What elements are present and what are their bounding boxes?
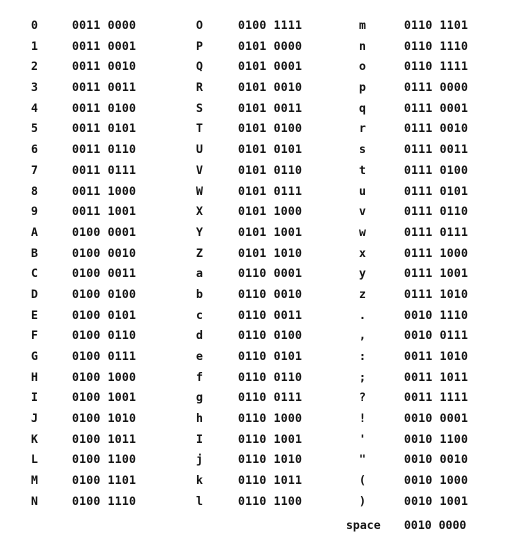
character-label: e: [196, 349, 204, 363]
character-label: 9: [31, 204, 39, 219]
binary-code: 0100 0100: [72, 286, 137, 301]
binary-code: 0110 1100: [238, 493, 303, 508]
binary-code: 0101 0011: [238, 100, 303, 115]
binary-code: 0111 0101: [404, 183, 469, 198]
character-label: g: [196, 390, 204, 405]
binary-code: 0011 0010: [72, 59, 137, 74]
binary-code: 0100 0001: [72, 224, 137, 239]
character-label: z: [359, 286, 367, 301]
binary-code: 0011 0101: [72, 121, 137, 136]
binary-code: 0100 1011: [72, 431, 137, 446]
binary-code: 0110 1010: [238, 452, 303, 467]
character-label: U: [196, 142, 204, 157]
binary-code: 0011 0100: [72, 100, 137, 115]
character-label: a: [196, 266, 204, 281]
binary-code: 0101 1000: [238, 204, 303, 219]
binary-code: 0111 1001: [404, 266, 469, 281]
character-label: A: [31, 224, 39, 239]
binary-code: 0110 0101: [238, 349, 303, 363]
binary-code: 0010 0001: [404, 411, 469, 426]
character-label: ): [359, 493, 367, 508]
character-label: 8: [31, 183, 39, 198]
binary-code: 0110 0100: [238, 328, 303, 343]
binary-code: 0011 1001: [72, 204, 137, 219]
character-label: 2: [31, 59, 39, 74]
binary-code: 0110 0010: [238, 286, 303, 301]
character-label: k: [196, 473, 204, 488]
binary-code: 0101 0100: [238, 121, 303, 136]
binary-code: 0011 1011: [404, 369, 469, 384]
binary-code: 0100 1111: [238, 18, 303, 32]
binary-code: 0100 1010: [72, 411, 137, 426]
binary-code: 0100 1001: [72, 390, 137, 405]
binary-code: 0100 0111: [72, 349, 137, 363]
character-label: ': [359, 431, 367, 446]
character-label: L: [31, 452, 39, 467]
binary-code: 0110 1111: [404, 59, 469, 74]
character-label: C: [31, 266, 39, 281]
character-label: I: [196, 431, 204, 446]
character-label: Q: [196, 59, 204, 74]
character-label: G: [31, 349, 39, 363]
character-label: j: [196, 452, 204, 467]
binary-code: 0010 0010: [404, 452, 469, 467]
character-label: m: [359, 18, 367, 32]
binary-code: 0101 0001: [238, 59, 303, 74]
binary-code: 0011 0111: [72, 162, 137, 177]
character-label: S: [196, 100, 204, 115]
binary-code: 0111 0100: [404, 162, 469, 177]
binary-code: 0101 0010: [238, 80, 303, 95]
character-label: F: [31, 328, 39, 343]
character-label: h: [196, 411, 204, 426]
character-label: (: [359, 473, 367, 488]
character-label: J: [31, 411, 39, 426]
binary-code: 0100 0011: [72, 266, 137, 281]
character-label: o: [359, 59, 367, 74]
binary-code: 0111 0000: [404, 80, 469, 95]
binary-code: 0100 1110: [72, 493, 137, 508]
binary-code: 0111 0111: [404, 224, 469, 239]
character-label: M: [31, 473, 39, 488]
character-label: ,: [359, 328, 367, 343]
character-label: Z: [196, 245, 204, 260]
binary-code: 0111 0010: [404, 121, 469, 136]
binary-code: 0010 1100: [404, 431, 469, 446]
binary-code: 0101 1001: [238, 224, 303, 239]
character-label: 1: [31, 38, 39, 53]
character-label: d: [196, 328, 204, 343]
character-label: u: [359, 183, 367, 198]
binary-code: 0110 1001: [238, 431, 303, 446]
character-label: q: [359, 100, 367, 115]
binary-code: 0100 0101: [72, 307, 137, 322]
binary-code: 0110 1011: [238, 473, 303, 488]
character-label: y: [359, 266, 367, 281]
binary-code: 0110 0001: [238, 266, 303, 281]
binary-code: 0101 0000: [238, 38, 303, 53]
binary-code: 0010 0000: [404, 518, 467, 532]
character-label: c: [196, 307, 204, 322]
binary-code: 0111 1010: [404, 286, 469, 301]
character-label: ;: [359, 369, 367, 384]
binary-code: 0100 0010: [72, 245, 137, 260]
character-label: l: [196, 493, 204, 508]
binary-code: 0011 1000: [72, 183, 137, 198]
binary-code: 0011 1010: [404, 349, 469, 363]
binary-code: 0111 0110: [404, 204, 469, 219]
character-label: 7: [31, 162, 39, 177]
binary-code: 0100 1000: [72, 369, 137, 384]
character-label: s: [359, 142, 367, 157]
binary-code: 0010 1000: [404, 473, 469, 488]
character-label: n: [359, 38, 367, 53]
binary-code: 0111 0011: [404, 142, 469, 157]
character-label: 6: [31, 142, 39, 157]
binary-code: 0101 1010: [238, 245, 303, 260]
binary-code: 0110 0111: [238, 390, 303, 405]
character-label: r: [359, 121, 367, 136]
character-label: B: [31, 245, 39, 260]
character-label: w: [359, 224, 367, 239]
character-label: v: [359, 204, 367, 219]
character-label: W: [196, 183, 204, 198]
character-label: N: [31, 493, 39, 508]
binary-code: 0111 1000: [404, 245, 469, 260]
character-label: V: [196, 162, 204, 177]
binary-code: 0101 0111: [238, 183, 303, 198]
character-label: 0: [31, 18, 39, 32]
character-label: I: [31, 390, 39, 405]
binary-code: 0111 0001: [404, 100, 469, 115]
character-label: R: [196, 80, 204, 95]
character-label: p: [359, 80, 367, 95]
binary-code: 0011 1111: [404, 390, 469, 405]
character-label: T: [196, 121, 204, 136]
character-label: 4: [31, 100, 39, 115]
binary-code: 0100 1100: [72, 452, 137, 467]
character-label: !: [359, 411, 367, 426]
character-label: E: [31, 307, 39, 322]
binary-code: 0010 1110: [404, 307, 469, 322]
binary-code: 0110 0011: [238, 307, 303, 322]
binary-code: 0100 0110: [72, 328, 137, 343]
binary-code: 0011 0110: [72, 142, 137, 157]
binary-code: 0110 1110: [404, 38, 469, 53]
character-label: D: [31, 286, 39, 301]
binary-code: 0011 0011: [72, 80, 137, 95]
binary-code: 0100 1101: [72, 473, 137, 488]
character-label: t: [359, 162, 367, 177]
binary-code: 0011 0000: [72, 18, 137, 32]
character-label: space: [346, 518, 381, 532]
character-label: O: [196, 18, 204, 32]
character-label: Y: [196, 224, 204, 239]
binary-code: 0010 0111: [404, 328, 469, 343]
character-label: K: [31, 431, 39, 446]
binary-code: 0101 0101: [238, 142, 303, 157]
character-label: :: [359, 349, 367, 363]
character-label: P: [196, 38, 204, 53]
character-label: X: [196, 204, 204, 219]
character-label: 5: [31, 121, 39, 136]
character-label: b: [196, 286, 204, 301]
character-label: H: [31, 369, 39, 384]
binary-code: 0011 0001: [72, 38, 137, 53]
character-label: 3: [31, 80, 39, 95]
character-label: x: [359, 245, 367, 260]
binary-code: 0101 0110: [238, 162, 303, 177]
character-label: ?: [359, 390, 367, 405]
binary-code: 0110 0110: [238, 369, 303, 384]
binary-code: 0010 1001: [404, 493, 469, 508]
character-label: .: [359, 307, 367, 322]
binary-code: 0110 1101: [404, 18, 469, 32]
binary-code: 0110 1000: [238, 411, 303, 426]
character-label: f: [196, 369, 204, 384]
character-label: ": [359, 452, 367, 467]
